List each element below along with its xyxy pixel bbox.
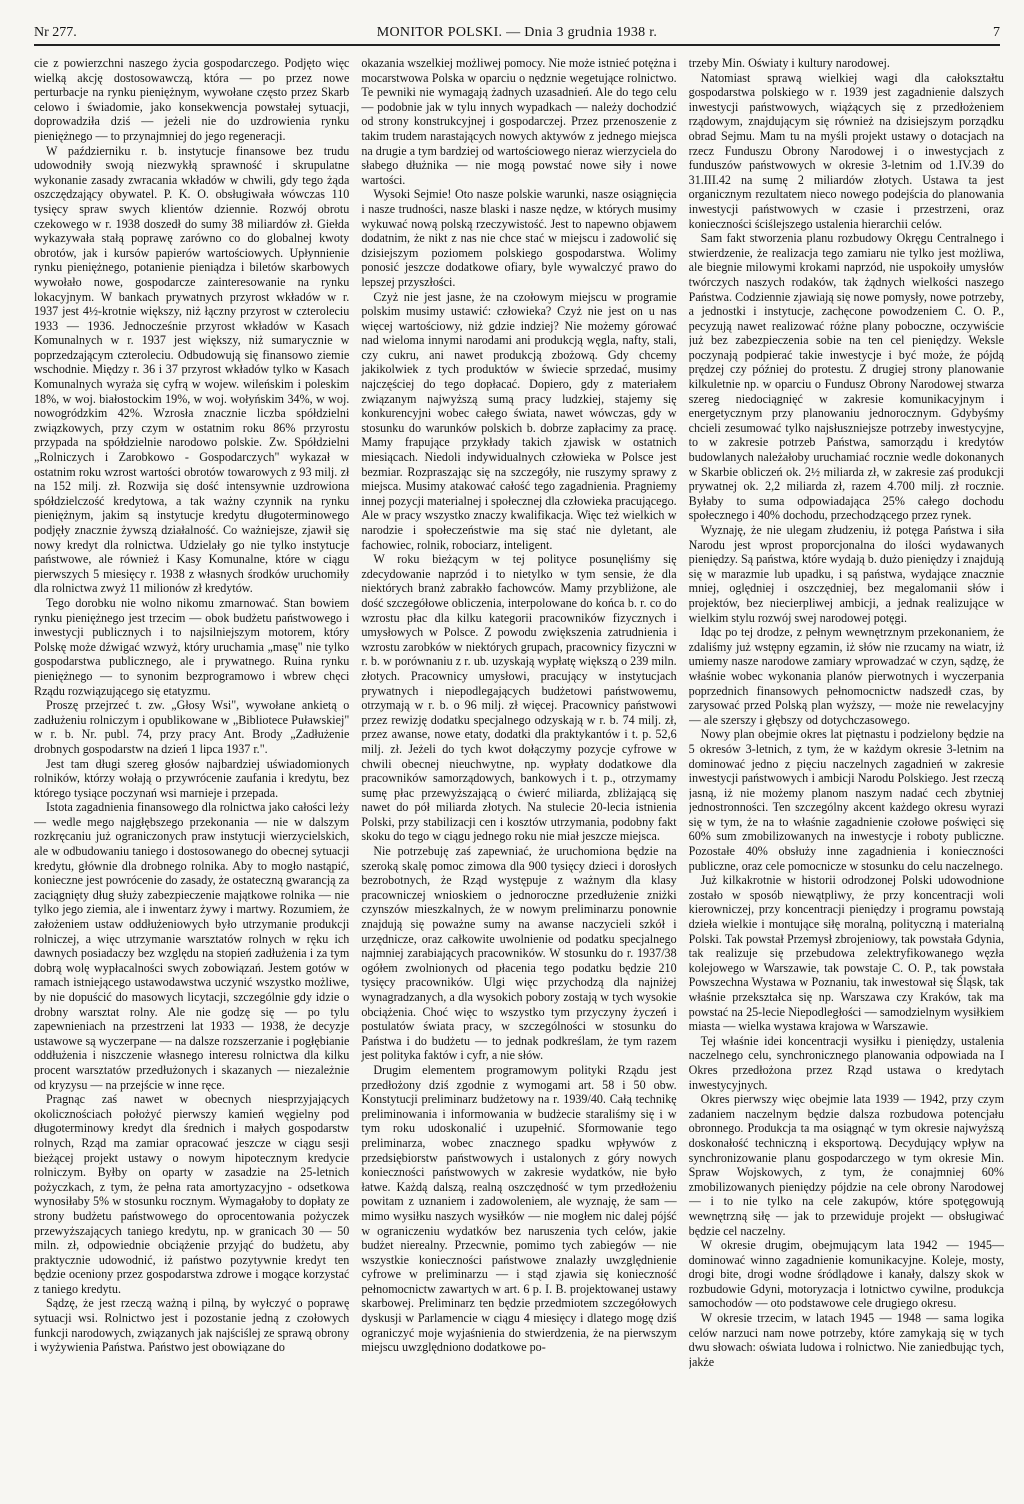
paragraph: Proszę przejrzeć t. zw. „Głosy Wsi", wywołane ankietą o zadłużeniu rolniczym i opublikowane w „Bibliotece Puławskiej" w r. b. Nr. publ. 74, przy pracy Ant. Brody „Zadłużenie drobnych gospodarstw na dzień 1 lipca 1937 r.". [34,698,350,756]
paragraph: Tej właśnie idei koncentracji wysiłku i pieniędzy, ustalenia naczelnego celu, synchronicznego planowania odpowiada na I Okres przedłożona przez Rząd ustawa o kredytach inwestycyjnych. [688,1033,1004,1092]
paragraph: cie z powierzchni naszego życia gospodarczego. Podjęto więc wielką akcję dostosowawczą, która — po przez nowe perturbacje na rynku pieniężnym, wywołane często przez Skarb celowo i świadomie, jako konsekwencja powstałej sytuacji, doprowadziła dziś — jeżeli nie do uzdrowienia rynku pieniężnego — to przynajmniej do jego regeneracji. [34,56,350,143]
page-number: 7 [993,25,1000,40]
paragraph: W październiku r. b. instytucje finansowe bez trudu udowodniły swoją niezwykłą sprawność i skrupulatne wykonanie zasady zwracania wkładów w chwili, gdy tego żąda oszczędzający obywatel. P. K. O. obsługiwała wówczas 110 tysięcy spraw swych klientów dziennie. Rozwój obrotu czekowego w r. 1938 doszedł do sumy 38 miliardów zł. Giełda wykazywała stałą poprawę zarówno co do globalnej kwoty obrotów, jak i kursów papierów wartościowych. Upłynnienie rynku pieniężnego, potanienie pieniądza i biletów skarbowych wywołało nowe, gospodarcze zainteresowanie na rynku lokacyjnym. W bankach prywatnych przyrost wkładów w r. 1937 jest 4½-krotnie większy, niż łączny przyrost w czteroleciu 1933 — 1936. Jednocześnie przyrost wkładów w Kasach Komunalnych w r. 1937 jest większy, niż sumarycznie w poprzedzającym czteroleciu. Odbudowują się finansowo ziemie wschodnie. Między r. 36 i 37 przyrost wkładów tylko w Kasach Komunalnych wyraża się cyfrą w wojew. wileńskim i poleskim 18%, w woj. białostockim 19%, w woj. wołyńskim 34%, w woj. nowogródzkim 42%. Wzrosła znacznie liczba spółdzielni związkowych, przy czym w ostatnim roku 86% przyrostu przypada na spółdzielnie narodowo polskie. Zw. Spółdzielni „Rolniczych i Zarobkowo - Gospodarczych" wykazał w ostatnim roku wzrost wartości obrotów towarowych z 93 milj. zł na 152 milj. zł. Rozwija się dość intensywnie uzdrowiona spółdzielczość kredytowa, a tak ważny czynnik na rynku pieniężnym, jakim są instytucje kredytu długoterminowego podjęły znacznie żywszą działalność. Co ważniejsze, zjawił się nowy kredyt dla rolnictwa. Udzielały go nie tylko instytucje państwowe, ale również i Kasy Komunalne, które w ciągu pierwszych 5 miesięcy r. 1938 z własnych środków uruchomiły dla rolnictwa zwyż 11 milionów zł kredytów. [34,143,350,596]
paragraph: W okresie trzecim, w latach 1945 — 1948 — sama logika celów narzuci nam nowe potrzeby, które zamykają się w tych dwu słowach: oświata ludowa i rolnictwo. Nie zaniedbując tych, jakże [688,1311,1004,1369]
paragraph: Nowy plan obejmie okres lat piętnastu i podzielony będzie na 5 okresów 3-letnich, z tym, że w każdym okresie 3-letnim na dominować jedno z pięciu naczelnych zagadnień w zakresie inwestycji państwowych i ambicji Narodu Polskiego. Jest rzeczą jasną, iż nie możemy planom naszym nadać cech zbytniej jednostronności. Ten szczególny akcent każdego okresu wyrazi się w tym, że na to właśnie zagadnienie czołowe poświęci się 60% sum zmobilizowanych na inwestycje i roboty publiczne. Pozostałe 40% obsłuży inne zagadnienia i konieczności publiczne, oraz cele pomocnicze w stosunku do celu naczelnego. [688,727,1004,873]
paragraph: Natomiast sprawą wielkiej wagi dla całokształtu gospodarstwa polskiego w r. 1939 jest zagadnienie dalszych inwestycji państwowych, wiążących się z przedłożeniem rządowym, znajdującym się również na dzisiejszym porządku obrad Sejmu. Mam tu na myśli projekt ustawy o dotacjach na rzecz Funduszu Obrony Narodowej i o inwestycjach z funduszów państwowych w okresie 3-letnim od 1.IV.39 do 31.III.42 na sumę 2 miliardów złotych. Ustawa ta jest organicznym rezultatem nieco nowego podejścia do planowania inwestycji państwowych w czasie i przestrzeni, oraz konieczności ściślejszego ustalenia hierarchii celów. [688,70,1004,231]
column-2 [361,56,676,1496]
paragraph: W okresie drugim, obejmującym lata 1942 — 1945—dominować winno zagadnienie komunikacyjne. Koleje, mosty, drogi bite, drogi wodne śródlądowe i kanały, dalszy skok w rozbudowie Gdyni, motoryzacja i lotnictwo cywilne, produkcja samochodów — oto podstawowe cele drugiego okresu. [688,1238,1004,1311]
paragraph: Okres pierwszy więc obejmie lata 1939 — 1942, przy czym zadaniem naczelnym będzie dalsza rozbudowa potencjału obronnego. Produkcja ta ma osiągnąć w tym okresie najwyższą doskonałość techniczną i eksportową. Decydujący wpływ na synchronizowanie planu gospodarczego w tym okresie Min. Spraw Wojskowych, z tym, że conajmniej 60% zmobilizowanych pieniędzy pójdzie na cele obrony Narodowej — i to nie tylko na cele zakupów, które spotęgowują wewnętrzną siłę — jak to przewiduje projekt — obsługiwać będzie cel naczelny. [688,1092,1004,1238]
paragraph: Pragnąc zaś nawet w obecnych niesprzyjających okolicznościach położyć pierwszy kamień węgielny pod długoterminowy kredyt dla średnich i małych gospodarstw rolnych, Rząd ma zamiar opracować jeszcze w ciągu sesji bieżącej projekt ustawy o nowym hipotecznym kredycie rolniczym. Byłby on oparty w zasadzie na 25-letnich pożyczkach, z tym, że pełna rata amortyzacyjno - odsetkowa wynosiłaby 5% w stosunku rocznym. Wymagałoby to dopłaty ze strony budżetu państwowego do oprocentowania pożyczek przewyższających taniego kredytu, np. w granicach 30 — 50 miln. zł, odpowiednie obciążenie przyjąć do budżetu, aby praktycznie udowodnić, iż państwo pozytywnie kredyt ten będzie oceniony przez gospodarstwa zdrowe i mogące korzystać z taniego kredytu. [34,1092,350,1296]
paragraph: Czyż nie jest jasne, że na czołowym miejscu w programie polskim musimy ustawić: człowieka? Czyż nie jest on u nas więcej wartościowy, niż gdzie indziej? Nie możemy górować nad wieloma innymi narodami ani produkcją węgla, nafty, stali, czy cukru, ani nawet produkcją zbożową. Gdy chcemy jakikolwiek z tych produktów w świecie sprzedać, musimy najczęściej do tego dopłacać. Dopiero, gdy z materiałem związanym najwyższą sumą pracy ludzkiej, stajemy się konkurencyjni wobec całego świata, nawet wówczas, gdy w stosunku do warunków polskich b. dobrze zapłacimy za pracę. Mamy frapujące przykłady takich zjawisk w ostatnich miesiącach. Niedoli indywidualnych człowieka w Polsce jest bezmiar. Rozpraszając się na szczegóły, nie ruszymy sprawy z miejsca. Musimy atakować całość tego zagadnienia. Pragniemy innej pozycji materialnej i społecznej dla człowieka pracującego. Ale w pracy wszystko znaczy kwalifikacja. Więc też wielkich w narodzie i społeczeństwie ma się stać nie dyletant, ale fachowiec, rolnik, robociarz, inteligent. [361,289,677,552]
paragraph: Już kilkakrotnie w historii odrodzonej Polski udowodnione zostało w sposób niewątpliwy, że przy koncentracji woli kierowniczej, przy koncentracji pieniędzy i programu powstają dzieła wielkie i montujące siłę moralną, polityczną i materialną Polski. Tak powstał Przemysł zbrojeniowy, tak powstała Gdynia, tak realizuje się przebudowa zelektryfikowanego węzła kolejowego w Warszawie, tak powstaje C. O. P., tak powstała Powszechna Wystawa w Poznaniu, tak inwestował się Śląsk, tak właśnie przekształca się np. Warszawa czy Kraków, tak ma powstać na 25-lecie Niepodległości — samodzielnym wysiłkiem miasta — wielka wystawa krajowa w Warszawie. [688,873,1004,1034]
paragraph: Sądzę, że jest rzeczą ważną i pilną, by wyłczyć o poprawę sytuacji wsi. Rolnictwo jest i pozostanie jedną z czołowych funkcji narodowych, związanych jak najściślej ze sprawą obrony i wyżywienia Państwa. Państwo jest obowiązane do [34,1296,350,1355]
issue-number: Nr 277. [34,25,77,40]
paragraph: W roku bieżącym w tej polityce posunęliśmy się zdecydowanie naprzód i to nietylko w tym sensie, że dla niektórych branż zabrakło fachowców. Mamy przybliżone, ale dość szczegółowe obliczenia, interpolowane do końca b. r. co do wzrostu płac dla kilku kategorii pracowników fizycznych i umysłowych w Polsce. Z powodu zwiększenia zatrudnienia i wzrostu zarobków w niektórych grupach, pracownicy fizyczni w r. b. w porównaniu z r. ub. uzyskają wypłatę większą o 239 miln. złotych. Pracownicy umysłowi, pracujący w instytucjach prywatnych i niepodlegających budżetowi państwowemu, otrzymają w r. b. o 96 milj. zł więcej. Pracownicy państwowi przez rewizję dodatku specjalnego odzyskają w r. b. 74 milj. zł, przez awanse, nowe etaty, dodatki dla praktykantów i t. p. 52,6 milj. zł. Jeżeli do tych kwot dołączymy pozycje cyfrowe w chwili obecnej nieuchwytne, np. wypłaty dodatkowe dla pracowników samorządowych, bankowych i t. p., otrzymamy sumę płac przewyższającą o ćwierć miliarda, zbliżającą się nawet do pół miliarda złotych. Na stulecie 20-lecia istnienia Polski, przy stabilizacji cen i kosztów utrzymania, podobny fakt skoku do tego w ciągu jednego roku nie miał jeszcze miejsca. [361,552,677,844]
paragraph: okazania wszelkiej możliwej pomocy. Nie może istnieć potężna i mocarstwowa Polska w oparciu o nędznie wegetujące rolnictwo. Te pewniki nie wymagają żadnych uzasadnień. Ale do tego celu — podobnie jak w tylu innych wypadkach — należy dochodzić od strony konstrukcyjnej i gospodarczej. Przez przenoszenie z takim trudem narastających nowych aktywów z jednego miejsca na drugie a tym bardziej od wartościowego nieraz wierzyciela do słabego dłużnika — nie mogą powstać nowe siły i nowe wartości. [361,56,677,187]
paragraph: Wyznaję, że nie ulegam złudzeniu, iż potęga Państwa i siła Narodu jest wprost proporcjonalna do ilości wydawanych pieniędzy. Są państwa, które wydają b. dużo pieniędzy i znajdują się w marazmie lub upadku, i są państwa, wydające znacznie mniej, oględniej i oszczędniej, bez megalomanii słów i projektów, bez niecierpliwej ambicji, a jednak realizujące w wielkim stylu rozwój swej narodowej potęgi. [688,523,1004,625]
paragraph: Drugim elementem programowym polityki Rządu jest przedłożony dziś zgodnie z wymogami art. 58 i 50 obw. Konstytucji preliminarz budżetowy na r. 1939/40. Całą technikę preliminowania i informowania w budżecie staraliśmy się i w tym roku udoskonalić i uzupełnić. Sformowanie tego preliminarza, wobec znacznego spadku wpływów z przedsiębiorstw państwowych i ustalonych z góry nowych konieczności państwowych w zakresie wydatków, nie było łatwe. Każdą dalszą, realną oszczędność w tym przedłożeniu powitam z uznaniem i zadowoleniem, ale wyznaję, że sam — mimo wysiłku naszych wysiłków — nie mogłem nic dalej pójść w ograniczeniu wydatków bez naruszenia tych celów, jakie budżet nierealny. Przecwnie, pomimo tych zabiegów — nie wszystkie konieczności państwowe znalazły uwzględnienie cyfrowe w preliminarzu — i stąd zjawia się konieczność pełnomocnictw zawartych w art. 6 p. I. B. projektowanej ustawy skarbowej. Preliminarz ten będzie przedmiotem szczegółowych dyskusji w Parlamencie w ciągu 4 miesięcy i dlatego mogę dziś ograniczyć moje wyjaśnienia do stwierdzenia, że na pierwszym miejscu uwzględniono dodatkowe po- [361,1062,677,1355]
paragraph: Wysoki Sejmie! Oto nasze polskie warunki, nasze osiągnięcia i nasze trudności, nasze blaski i nasze nędze, w których musimy wykuwać nową polską rzeczywistość. Jest to napewno objawem dodatnim, że nikt z nas nie chce stać w miejscu i zadowolić się dzisiejszym poziomem polskiego gospodarstwa. Wolimy ponosić jeszcze dodatkowe ofiary, byle wywalczyć prawo do lepszej przyszłości. [361,187,677,289]
paragraph: Jest tam długi szereg głosów najbardziej uświadomionych rolników, którzy wołają o przywrócenie zaufania i kredytu, bez którego tysiące poczynań wsi marnieje i przepada. [34,756,350,800]
paragraph: Istota zagadnienia finansowego dla rolnictwa jako całości leży — wedle mego najgłębszego przekonania — nie w dalszym rozkręcaniu już ograniczonych praw instytucji wierzycielskich, ale w odbudowaniu taniego i dostosowanego do obecnej sytuacji kredytu, głównie dla drobnego rolnika. Aby to mogło nastąpić, konieczne jest powrócenie do zasady, że ostateczną gwarancją za zaciągnięty dług służy zabezpieczenie majątkowe rolnika — nie tylko jego ziemia, ale i inwentarz żywy i martwy. Rozumiem, że założeniem ustaw oddłużeniowych było utrzymanie produkcji rolniczej, a więc utrzymanie warsztatów rolnych w ręku ich dawnych posiadaczy bez względu na stopień zadłużenia i za tym dobrą wolę wypłacalności swych zobowiązań. Jestem gotów w ramach istniejącego ustawodawstwa uczynić wszystko możliwe, by nie dopuścić do masowych licytacji, szczególnie gdy idzie o drobny warsztat rolny. Ale nie godzę się — po tylu zapewnieniach na przestrzeni lat 1933 — 1938, że decyzje ustawowe są wyczerpane — na dalsze rozszerzanie i pogłębianie oddłużenia i niszczenie własnego interesu rolnictwa dla kilku procent warsztatów przedłużonych i skazanych — niezależnie od kryzysu — na przejście w inne ręce. [34,800,350,1092]
text-columns [34,56,1004,1496]
publication-title-date: MONITOR POLSKI. — Dnia 3 grudnia 1938 r. [376,25,658,40]
paragraph: Tego dorobku nie wolno nikomu zmarnować. Stan bowiem rynku pieniężnego jest trzecim — obok budżetu państwowego i inwestycji publicznych i to najsilniejszym motorem, który Polskę może dźwigać wzwyż, który uruchamia „masę" nie tylko gospodarstwa publicznego, ale i prywatnego. Ruina rynku pieniężnego — to synonim bezprogramowo i wbrew chęci Rządu rozwiązującego się etatyzmu. [34,595,350,698]
paragraph: trzeby Min. Oświaty i kultury narodowej. [688,56,890,70]
page-header [34,18,1000,46]
column-1 [34,56,349,1496]
paragraph: Sam fakt stworzenia planu rozbudowy Okręgu Centralnego i stwierdzenie, że realizacja tego zamiaru nie tylko jest możliwa, ale biegnie milowymi krokami naprzód, nie uspokoiły umysłów twórczych naszych rodaków, tak żądnych wielkości naszego Państwa. Codziennie zjawiają się nowe pomysły, nowe potrzeby, a jednostki i instytucje, zachęcone powodzeniem C. O. P., pecyzują nawet realizować różne plany poboczne, oczywiście już bez zabezpieczenia sobie na ten cel pieniędzy. Weksle poczynają podpierać takie inwestycje i być może, że pójdą prędzej czy później do protestu. Z drugiej strony planowanie kilkuletnie np. w oparciu o Fundusz Obrony Narodowej stwarza szereg niedociągnięć w zakresie komunikacyjnym i energetycznym przy planowaniu jednorocznym. Gdybyśmy chcieli zesumować tylko najsłuszniejsze potrzeby inwestycyjne, to w zakresie potrzeb Państwa, samorządu i kredytów budowlanych należałoby uruchamiać rocznie wedle dokonanych w Skarbie obliczeń ok. 2½ miliarda zł, w zakresie zaś produkcji prywatnej ok. 2,2 miliarda zł, razem 4.700 milj. zł rocznie. Byłaby to suma odpowiadająca 25% całego dochodu społecznego i 40% dochodu, przechodzącego przez rynek. [688,231,1004,523]
column-3 [689,56,1004,1496]
paragraph: Nie potrzebuję zaś zapewniać, że uruchomiona będzie na szeroką skalę pomoc zimowa dla 900 tysięcy dzieci i dorosłych bezrobotnych, że Rząd występuje z ważnym dla klasy pracowniczej wnioskiem o jednoroczne przedłużenie zniżki czynszów mieszkalnych, że w nowym preliminarzu ponownie znajdują się poważne sumy na awanse naczycieli szkół i urzędnicze, oraz całkowite uwolnienie od podatku specjalnego najmniej zarabiających pracowników. W stosunku do r. 1937/38 ogółem zwolnionych od płacenia tego podatku będzie 210 tysięcy pracowników. Ulgi więc przychodzą dla najniżej wynagradzanych, a dla wysokich pobory zostają w tych wysokie obciążenia. Choć więc to wszystko tym przyczyny życzeń i postulatów świata pracy, w szczególności w stosunku do Państwa i do budżetu — to jednak podkreślam, że tym razem jest polityka faktów i cyfr, a nie słów. [361,844,677,1063]
paragraph: Idąc po tej drodze, z pełnym wewnętrznym przekonaniem, że zdaliśmy już wstępny egzamin, iż słów nie rzucamy na wiatr, iż umiemy nasze narodowe zamiary wprowadzać w czyn, sądzę, że właśnie wobec wykonania planów pierwotnych i wyczerpania poprzednich finansowych pełnomocnictw nadszedł czas, by zarysować przed Polską plan wyższy, — może nie rewelacyjny — ale szerszy i głębszy od dotychczasowego. [688,625,1004,727]
